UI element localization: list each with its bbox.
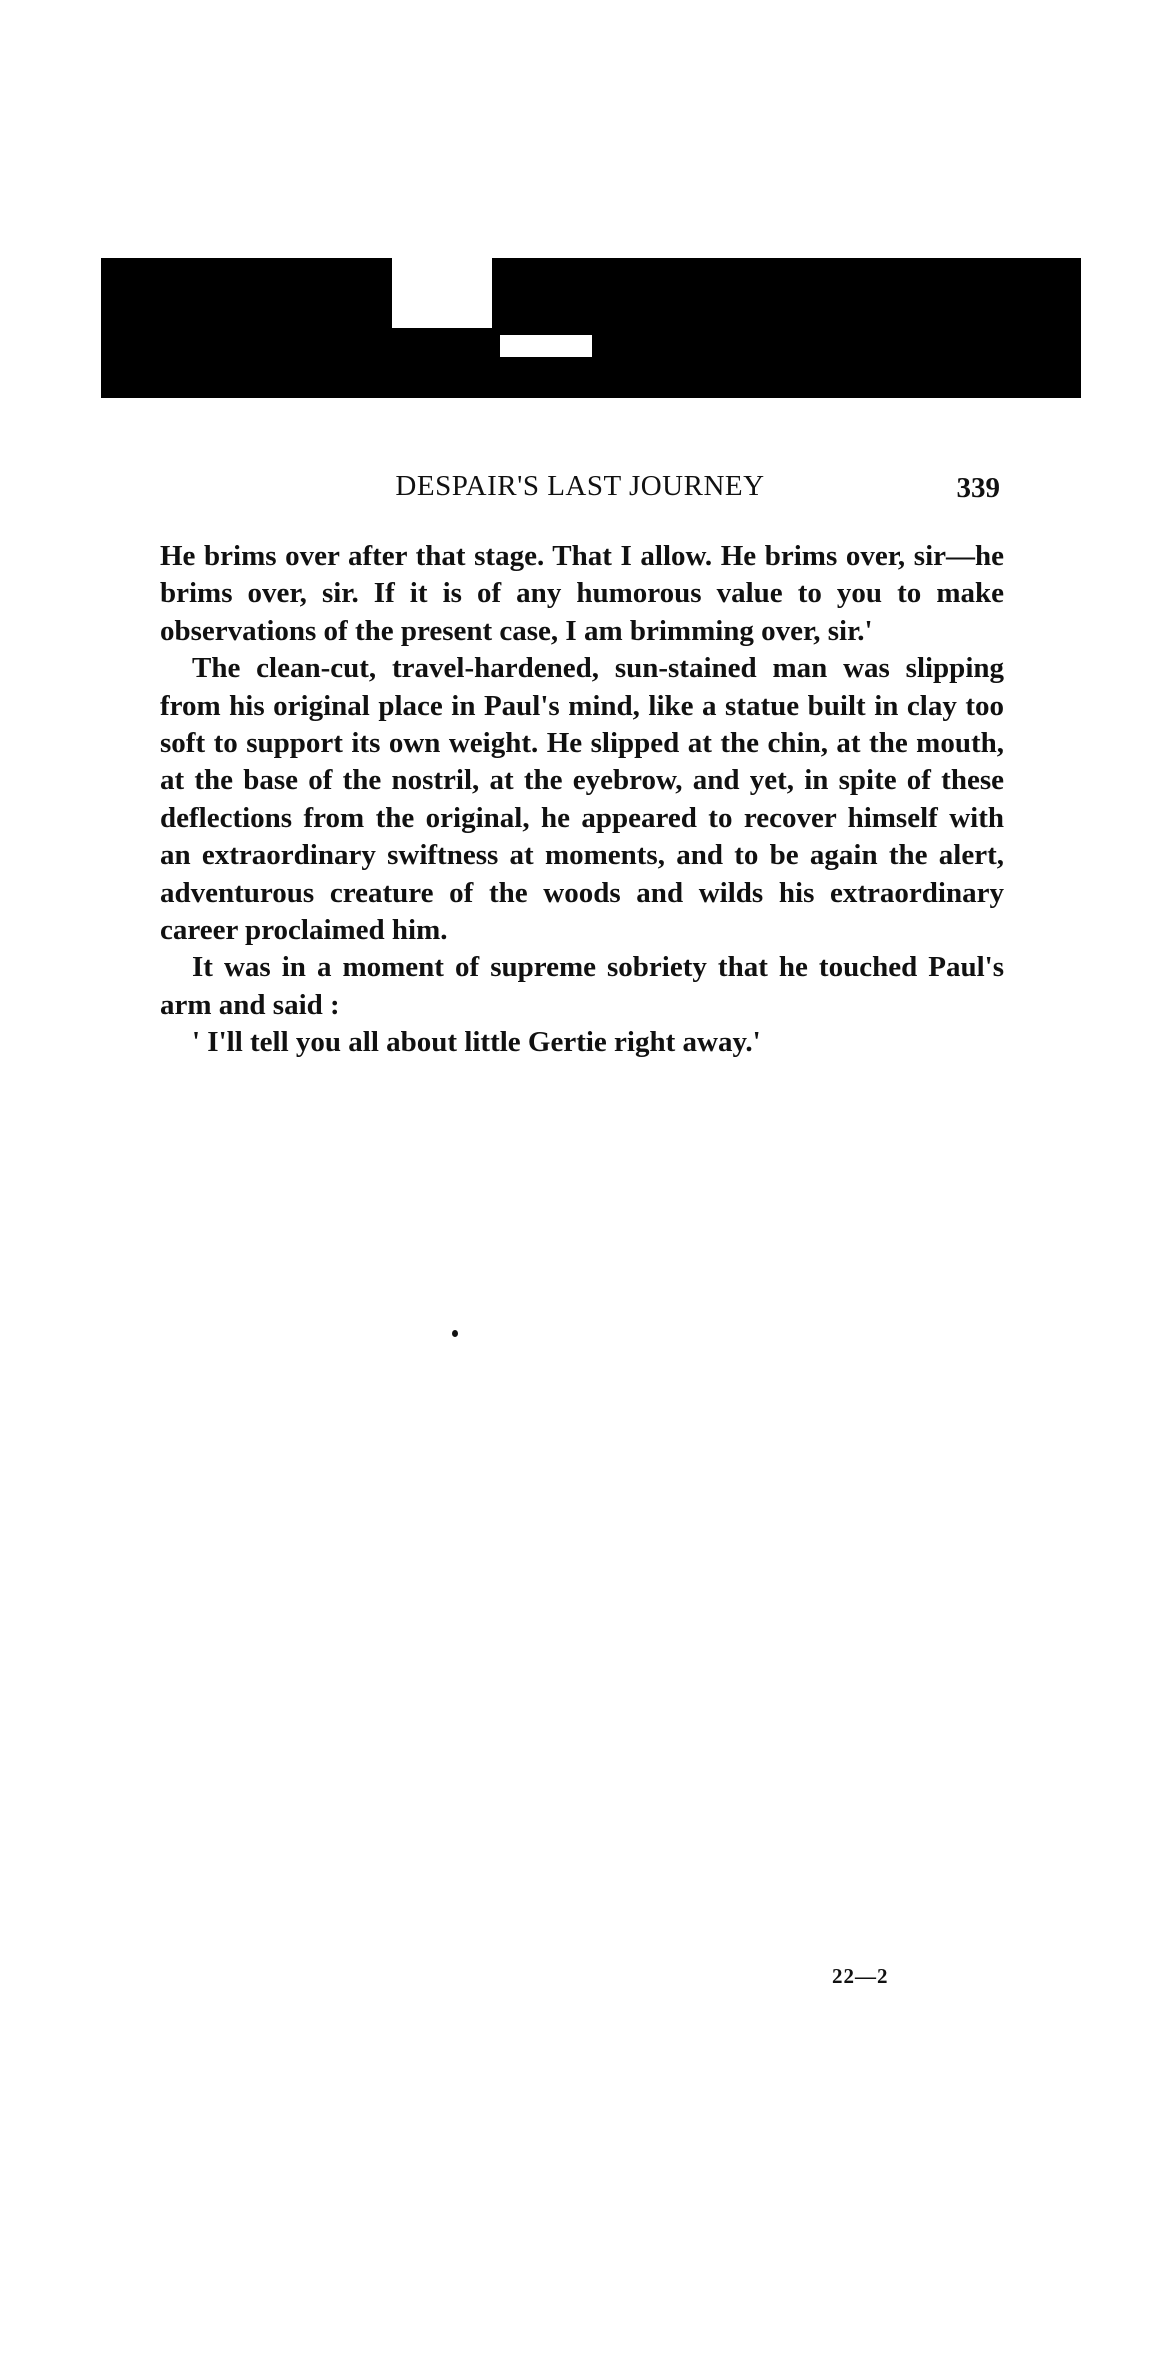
body-text xyxy=(160,538,1004,1062)
running-title: DESPAIR'S LAST JOURNEY xyxy=(395,470,765,502)
scan-artifact-notch xyxy=(392,258,492,328)
paragraph: The clean-cut, travel-hardened, sun-stained man was slipping from his original place in Paul's mind, like a statue built in clay too soft to support its own weight. He slipped at the chin, at the mouth, at the base of the nostril, at the eyebrow, and yet, in spite of these deflections from the original, he appeared to recover himself with an extraordinary swiftness at moments, and to be again the alert, adventurous creature of the woods and wilds his extraordinary career proclaimed him. xyxy=(160,652,1004,947)
scan-artifact-bar xyxy=(101,258,1081,398)
page-number: 339 xyxy=(956,472,1000,504)
scan-artifact-notch-secondary xyxy=(500,335,592,357)
paragraph-continuation: He brims over after that stage. That I allow. He brims over, sir—he brims over, sir. If it is of any humorous value to you to make observations of the present case, I am brimming over, sir.' xyxy=(160,540,1004,647)
printer-signature-mark: 22—2 xyxy=(832,1964,889,1988)
paragraph: It was in a moment of supreme sobriety that he touched Paul's arm and said : xyxy=(160,951,1004,1021)
paragraph-dialogue: ' I'll tell you all about little Gertie right away.' xyxy=(192,1026,761,1059)
running-head xyxy=(160,470,1000,510)
ink-speck xyxy=(452,1330,458,1337)
scan-artifact-strip xyxy=(101,382,1081,398)
